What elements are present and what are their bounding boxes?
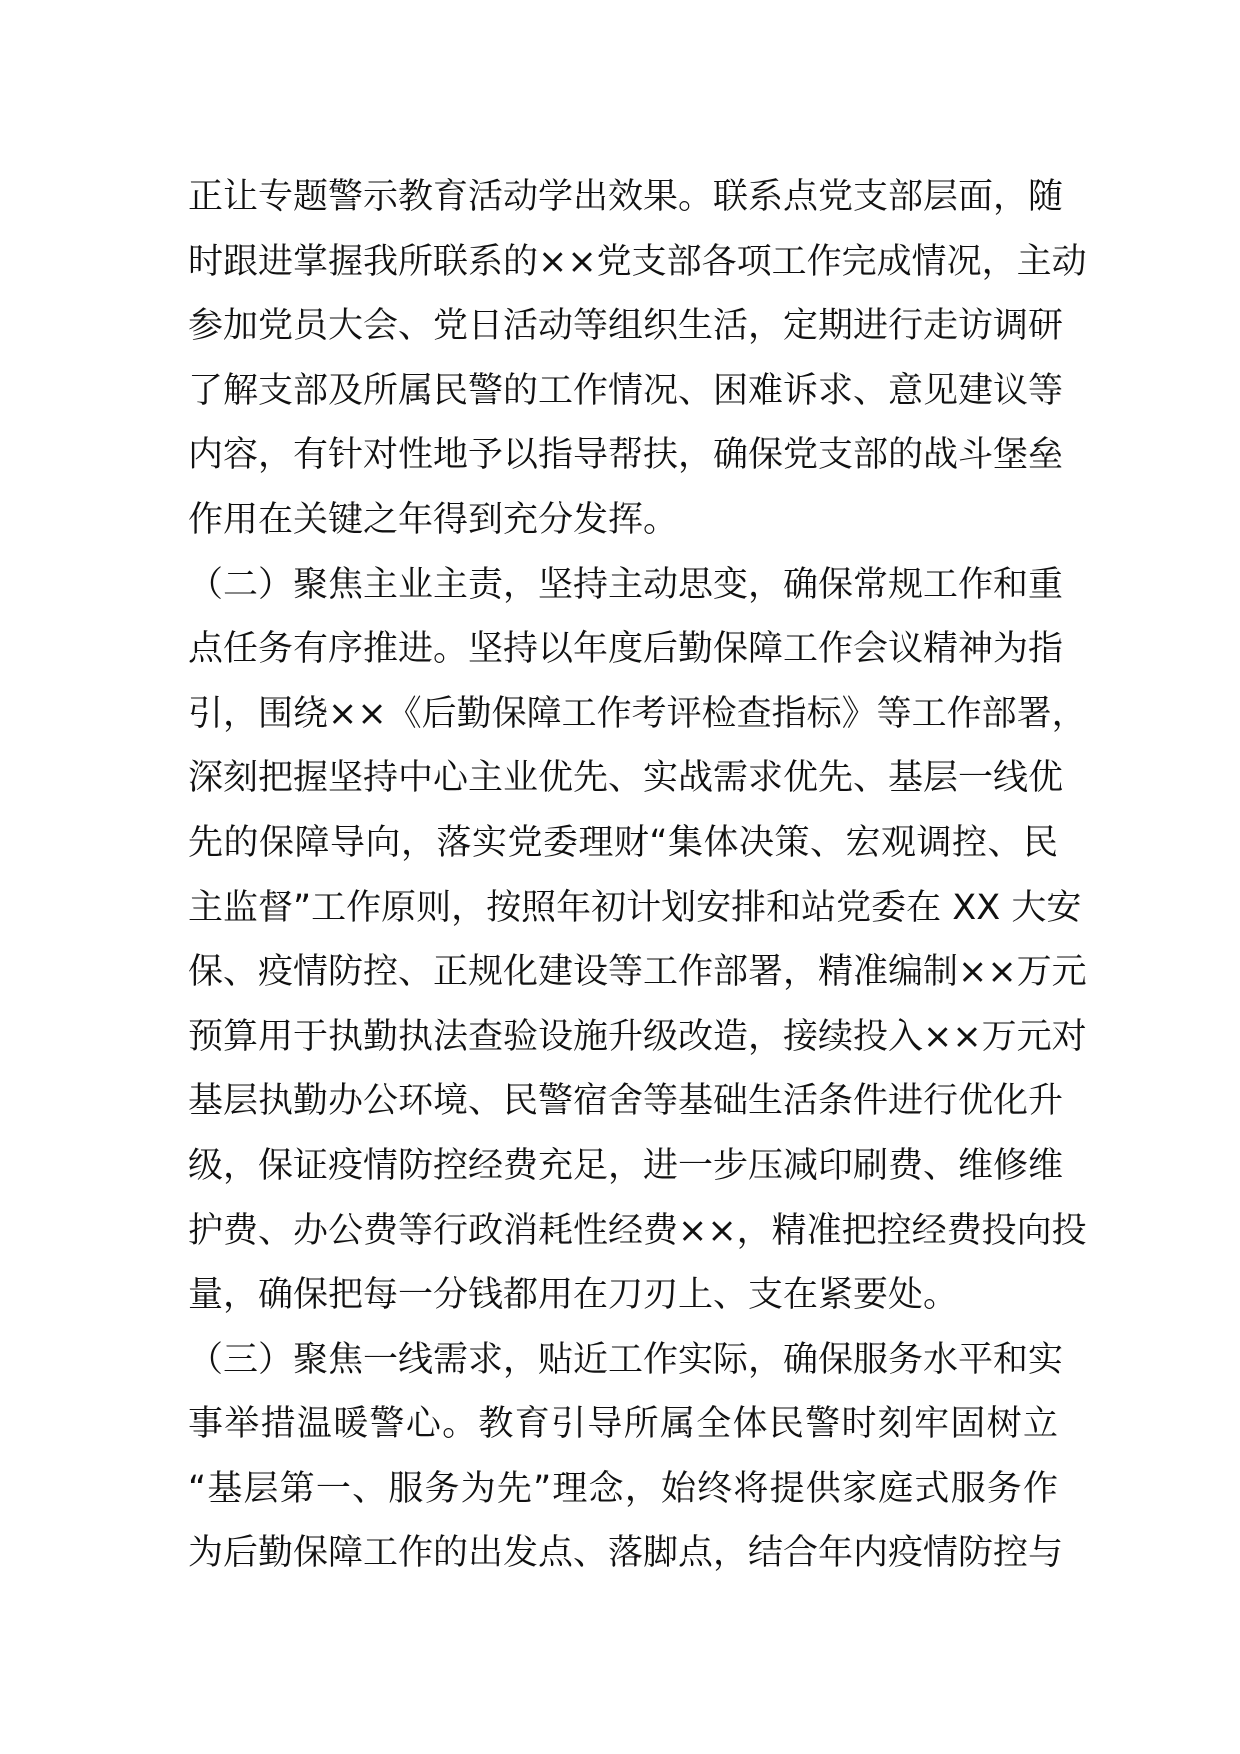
text-line: 基层执勤办公环境、民警宿舍等基础生活条件进行优化升 — [188, 1081, 1064, 1122]
text-line: 护费、办公费等行政消耗性经费××，精准把控经费投向投 — [188, 1210, 1087, 1251]
text-line: 点任务有序推进。坚持以年度后勤保障工作会议精神为指 — [188, 629, 1064, 670]
text-line: 级，保证疫情防控经费充足，进一步压减印刷费、维修维 — [188, 1145, 1064, 1186]
text-line: （三）聚焦一线需求，贴近工作实际，确保服务水平和实 — [188, 1339, 1064, 1380]
text-line: 保、疫情防控、正规化建设等工作部署，精准编制××万元 — [188, 952, 1087, 993]
text-line: “基层第一、服务为先”理念，始终将提供家庭式服务作 — [188, 1468, 1058, 1509]
text-line: 了解支部及所属民警的工作情况、困难诉求、意见建议等 — [188, 370, 1064, 411]
text-line: 内容，有针对性地予以指导帮扶，确保党支部的战斗堡垒 — [188, 435, 1064, 476]
body-text — [188, 165, 1087, 1586]
text-line: 先的保障导向，落实党委理财“集体决策、宏观调控、民 — [188, 822, 1058, 863]
text-line: （二）聚焦主业主责，坚持主动思变，确保常规工作和重 — [188, 564, 1064, 605]
text-line: 量，确保把每一分钱都用在刀刃上、支在紧要处。 — [188, 1275, 959, 1316]
text-line: 深刻把握坚持中心主业优先、实战需求优先、基层一线优 — [188, 758, 1064, 799]
text-line: 主监督”工作原则，按照年初计划安排和站党委在 XX 大安 — [188, 887, 1082, 928]
text-line: 预算用于执勤执法查验设施升级改造，接续投入××万元对 — [188, 1016, 1087, 1057]
text-line: 时跟进掌握我所联系的××党支部各项工作完成情况，主动 — [188, 241, 1087, 282]
text-line: 参加党员大会、党日活动等组织生活，定期进行走访调研 — [188, 306, 1064, 347]
text-line: 正让专题警示教育活动学出效果。联系点党支部层面，随 — [188, 177, 1064, 217]
text-line: 为后勤保障工作的出发点、落脚点，结合年内疫情防控与 — [188, 1533, 1064, 1574]
text-line: 引，围绕××《后勤保障工作考评检查指标》等工作部署， — [188, 693, 1087, 734]
text-line: 事举措温暖警心。教育引导所属全体民警时刻牢固树立 — [188, 1404, 1058, 1445]
text-line: 作用在关键之年得到充分发挥。 — [188, 499, 679, 540]
